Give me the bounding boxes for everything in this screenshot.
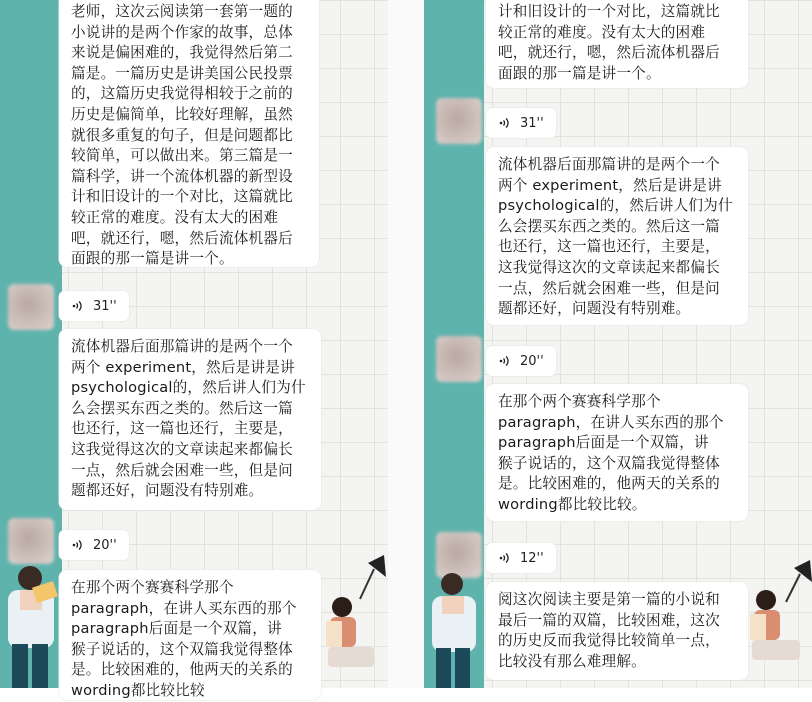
avatar[interactable]	[8, 518, 54, 564]
message-bubble[interactable]	[486, 147, 748, 325]
voice-message[interactable]	[486, 543, 556, 573]
avatar[interactable]	[436, 98, 482, 144]
voice-message[interactable]	[59, 530, 129, 560]
message-text: 流体机器后面那篇讲的是两个一个 两个 experiment，然后是讲是讲 psychological的，然后讲人们为什 么会摆买东西之类的。然后这一篇 也还行，这一篇也还行，主要是， 这我觉得这次的文章读起来都偏长 一点，然后就会困难一些，但是问 题都还好，问题没有特别难。	[71, 338, 306, 500]
chat-panel-left	[0, 0, 388, 699]
message-bubble[interactable]	[486, 0, 748, 88]
voice-duration: 31''	[520, 115, 544, 131]
voice-message[interactable]	[59, 291, 129, 321]
voice-wave-icon	[498, 551, 512, 565]
avatar[interactable]	[8, 284, 54, 330]
voice-message[interactable]	[486, 108, 556, 138]
voice-duration: 31''	[93, 298, 117, 314]
voice-duration: 12''	[520, 550, 544, 566]
voice-duration: 20''	[520, 353, 544, 369]
voice-message[interactable]	[486, 346, 556, 376]
message-bubble[interactable]	[59, 0, 319, 267]
student-illustration	[424, 570, 486, 688]
message-text: 计和旧设计的一个对比，这篇就比 较正常的难度。没有太大的困难 吧，就还行，嗯，然后流体机器后 面跟的那一篇是讲一个。	[498, 3, 720, 82]
voice-wave-icon	[71, 538, 85, 552]
voice-wave-icon	[71, 299, 85, 313]
message-text: 流体机器后面那篇讲的是两个一个 两个 experiment，然后是讲是讲 psychological的，然后讲人们为什 么会摆买东西之类的。然后这一篇 也还行，这一篇也还行，主要是， 这我觉得这次的文章读起来都偏长 一点，然后就会困难一些，但是问 题都还好，问题没有特别难。	[498, 156, 733, 318]
reading-girl-illustration	[322, 555, 388, 688]
reading-girl-illustration	[742, 560, 812, 688]
student-illustration	[0, 560, 64, 688]
panel-divider	[388, 0, 424, 688]
avatar[interactable]	[436, 336, 482, 382]
message-text: 在那个两个赛赛科学那个 paragraph，在讲人买东西的那个 paragraph后面是一个双篇，讲 猴子说话的，这个双篇我觉得整体 是。比较困难的，他两天的关系的 wording都比较比较。	[498, 393, 724, 513]
message-bubble[interactable]	[486, 384, 748, 521]
message-bubble[interactable]	[486, 582, 748, 680]
message-text: 在那个两个赛赛科学那个 paragraph，在讲人买东西的那个 paragraph后面是一个双篇，讲 猴子说话的，这个双篇我觉得整体 是。比较困难的，他两天的关系的 wording都比较比较	[71, 579, 297, 699]
message-text: 阅这次阅读主要是第一篇的小说和 最后一篇的双篇，比较困难，这次 的历史反而我觉得比较简单一点， 比较没有那么难理解。	[498, 591, 720, 670]
message-bubble[interactable]	[59, 329, 321, 510]
message-bubble[interactable]	[59, 570, 321, 700]
voice-duration: 20''	[93, 537, 117, 553]
chat-panel-right	[424, 0, 812, 688]
voice-wave-icon	[498, 354, 512, 368]
voice-wave-icon	[498, 116, 512, 130]
message-text: 老师，这次云阅读第一套第一题的 小说讲的是两个作家的故事，总体 来说是偏困难的，我觉得然后第二 篇是。一篇历史是讲美国公民投票 的，这篇历史我觉得相较于之前的 历史是偏简单，比较好理解，虽然 就很多重复的句子，但是问题都比 较简单，可以做出来。第三篇是一 篇科学，讲一个流体机器的新型设 计和旧设计的一个对比，这篇就比 较正常的难度。没有太大的困难 吧，就还行，嗯，然后流体机器后 面跟的那一篇是讲一个。	[71, 3, 293, 268]
